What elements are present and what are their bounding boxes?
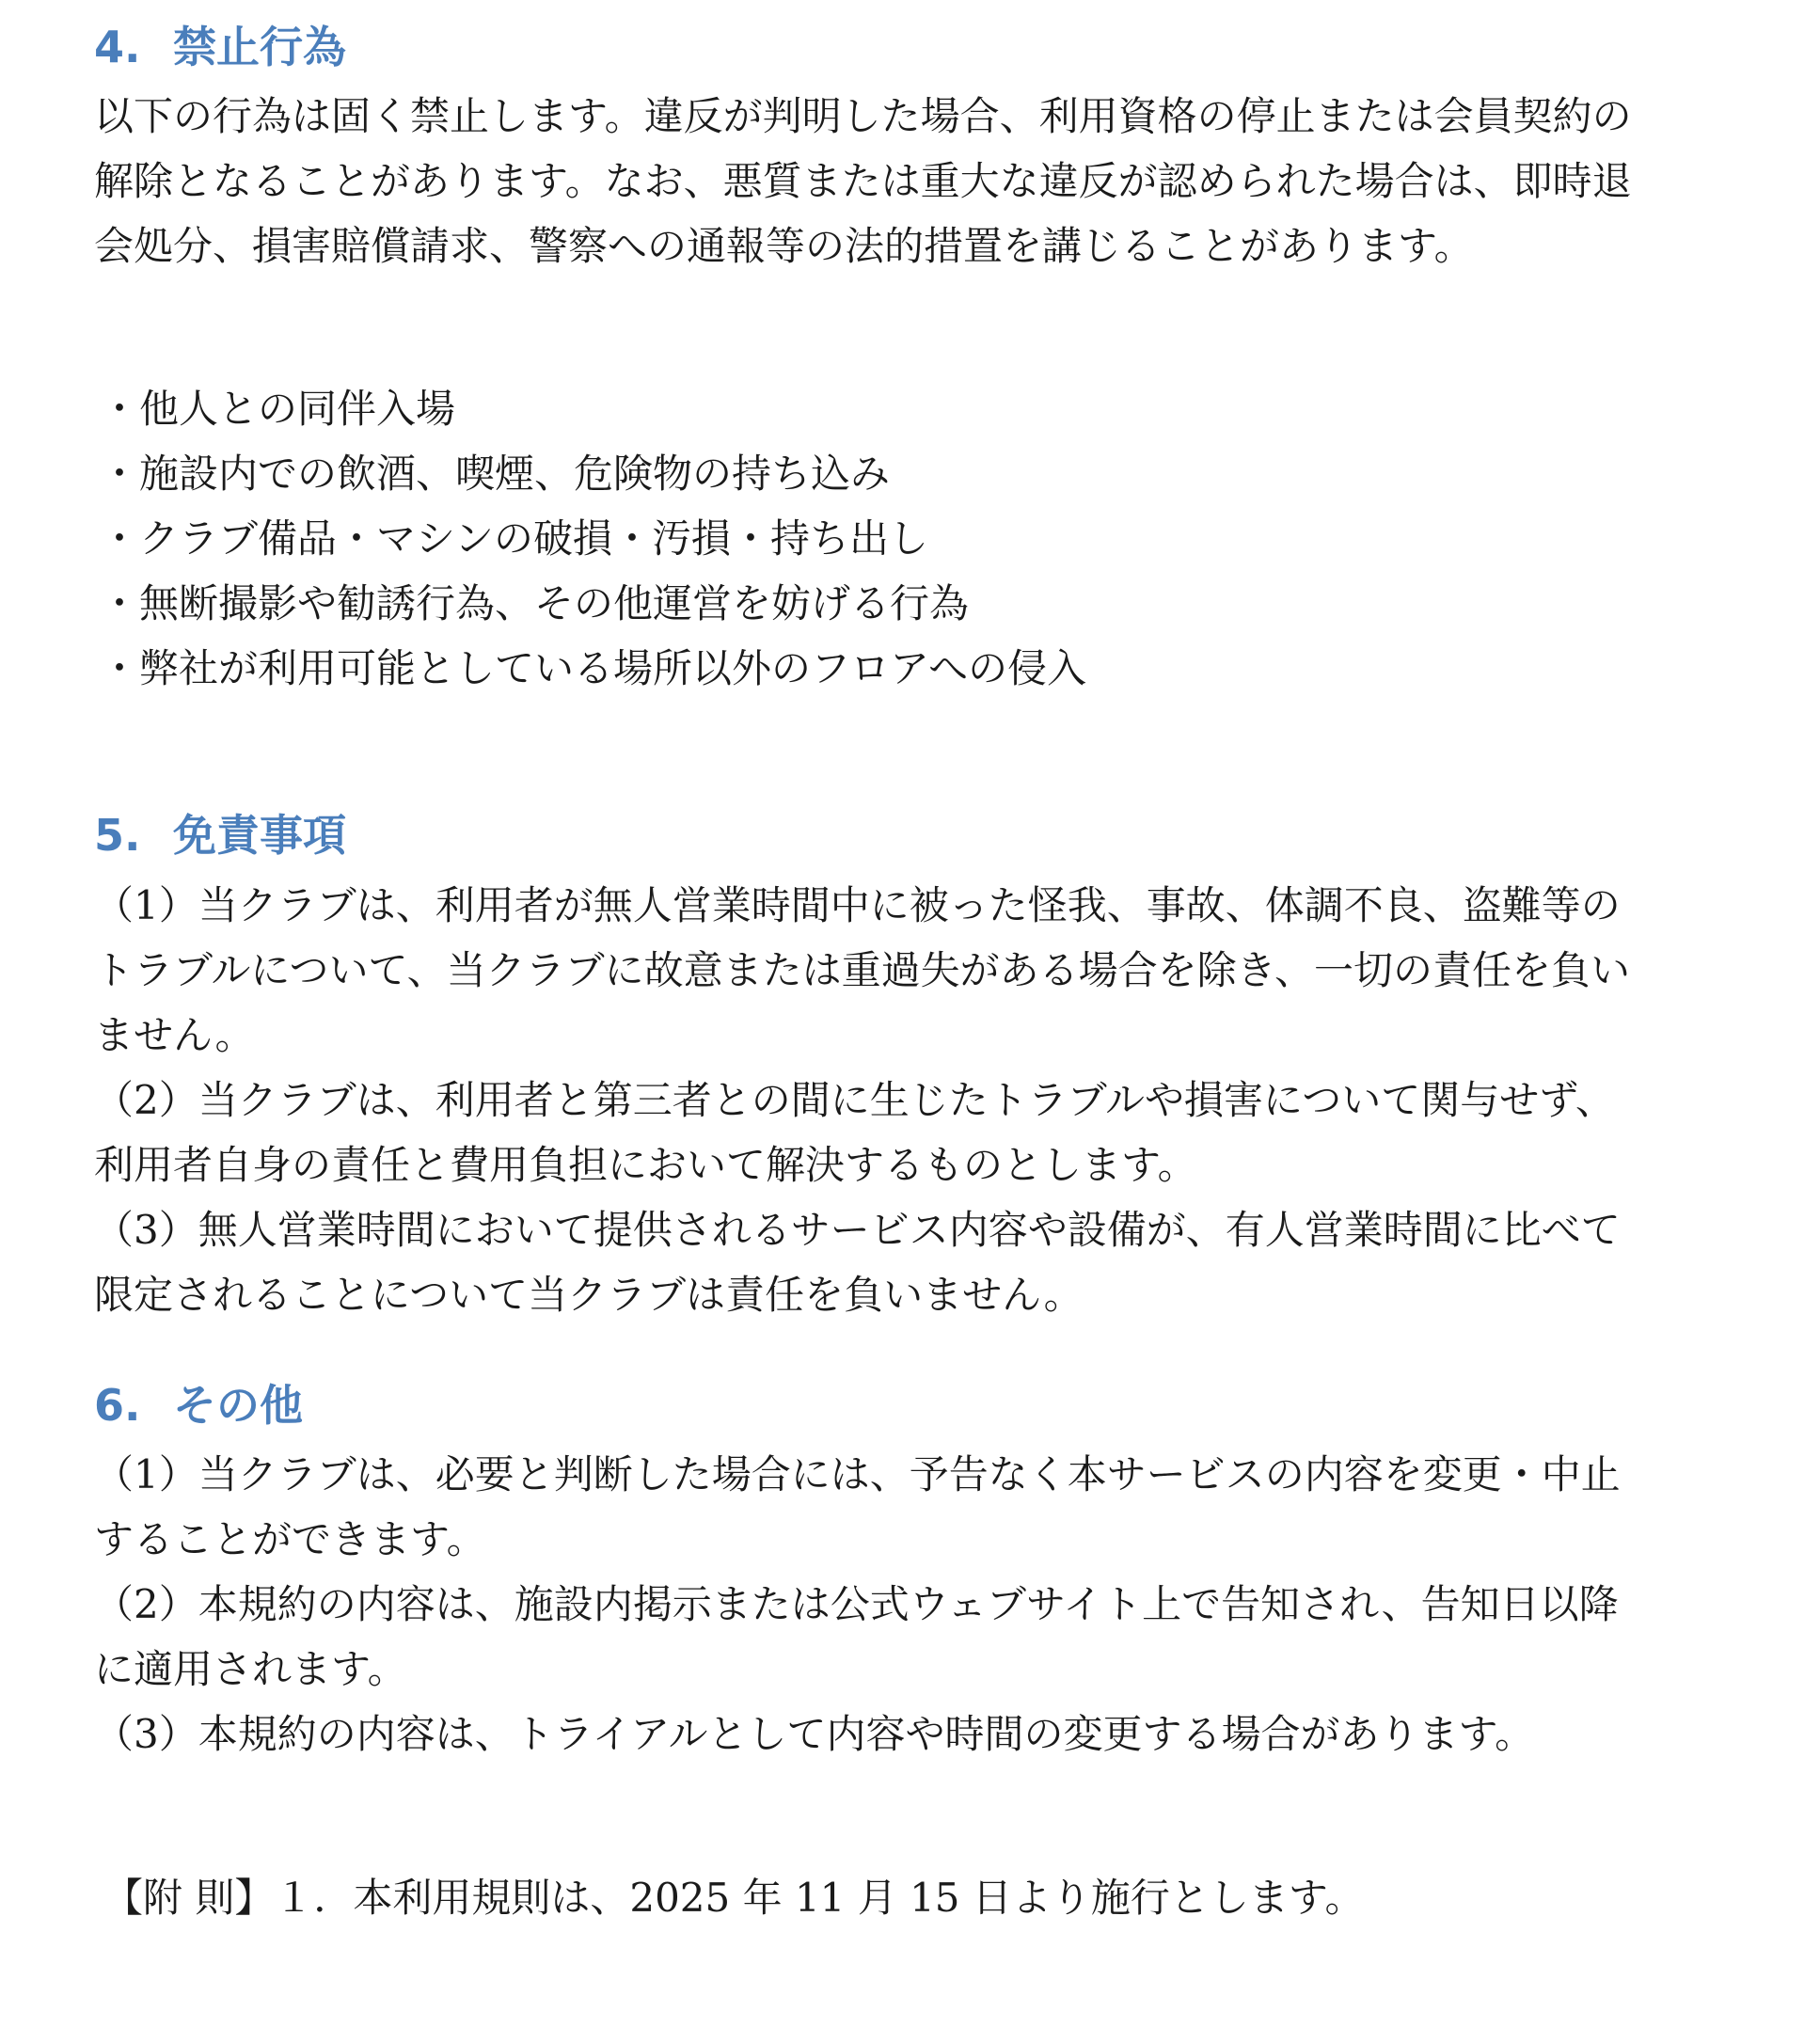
section-5-number: 5. (94, 810, 141, 861)
section-5-line: （1）当クラブは、利用者が無人営業時間中に被った怪我、事故、体調不良、盗難等の (94, 882, 1621, 928)
section-6-line: （2）本規約の内容は、施設内掲示または公式ウェブサイト上で告知され、告知日以降 (94, 1581, 1619, 1627)
list-item: ・無断撮影や勧誘行為、その他運営を妨げる行為 (100, 580, 970, 626)
section-5-line: 利用者自身の責任と費用負担において解決するものとします。 (94, 1142, 1197, 1188)
section-4-heading (94, 14, 346, 80)
section-5-line: （3）無人営業時間において提供されるサービス内容や設備が、有人営業時間に比べて (94, 1207, 1621, 1253)
section-4-line: 以下の行為は固く禁止します。違反が判明した場合、利用資格の停止または会員契約の (94, 93, 1632, 139)
section-6-line: （3）本規約の内容は、トライアルとして内容や時間の変更する場合があります。 (94, 1711, 1535, 1757)
section-4-title: 禁止行為 (173, 22, 346, 72)
section-6-body (94, 1442, 1621, 1766)
section-6-line: に適用されます。 (94, 1646, 407, 1692)
section-4-line: 会処分、損害賠償請求、警察への通報等の法的措置を講じることがあります。 (94, 223, 1474, 269)
list-item: ・弊社が利用可能としている場所以外のフロアへの侵入 (100, 645, 1087, 691)
section-6-title: その他 (173, 1380, 303, 1431)
section-5-line: ません。 (94, 1012, 255, 1058)
section-5-line: トラブルについて、当クラブに故意または重過失がある場合を除き、一切の責任を負い (94, 947, 1630, 993)
section-5-line: 限定されることについて当クラブは責任を負いません。 (94, 1272, 1084, 1318)
section-4-line: 解除となることがあります。なお、悪質または重大な違反が認められた場合は、即時退 (94, 158, 1632, 204)
section-6-line: （1）当クラブは、必要と判断した場合には、予告なく本サービスの内容を変更・中止 (94, 1451, 1621, 1497)
section-6-heading (94, 1372, 303, 1438)
list-item: ・クラブ備品・マシンの破損・汚損・持ち出し (100, 515, 928, 562)
section-6-line: することができます。 (94, 1516, 486, 1562)
section-5-heading (94, 802, 346, 868)
section-5-body (94, 873, 1630, 1327)
appendix-note: 【附 則】１．本利用規則は、2025 年 11 月 15 日より施行とします。 (103, 1875, 1365, 1921)
section-6-number: 6. (94, 1380, 141, 1431)
list-item: ・他人との同伴入場 (100, 386, 456, 432)
list-item: ・施設内での飲酒、喫煙、危険物の持ち込み (100, 451, 891, 497)
section-5-line: （2）当クラブは、利用者と第三者との間に生じたトラブルや損害について関与せず、 (94, 1077, 1615, 1123)
prohibited-acts-list (100, 376, 1086, 701)
section-4-number: 4. (94, 22, 141, 72)
section-4-body (94, 84, 1632, 278)
section-5-title: 免責事項 (173, 810, 346, 861)
